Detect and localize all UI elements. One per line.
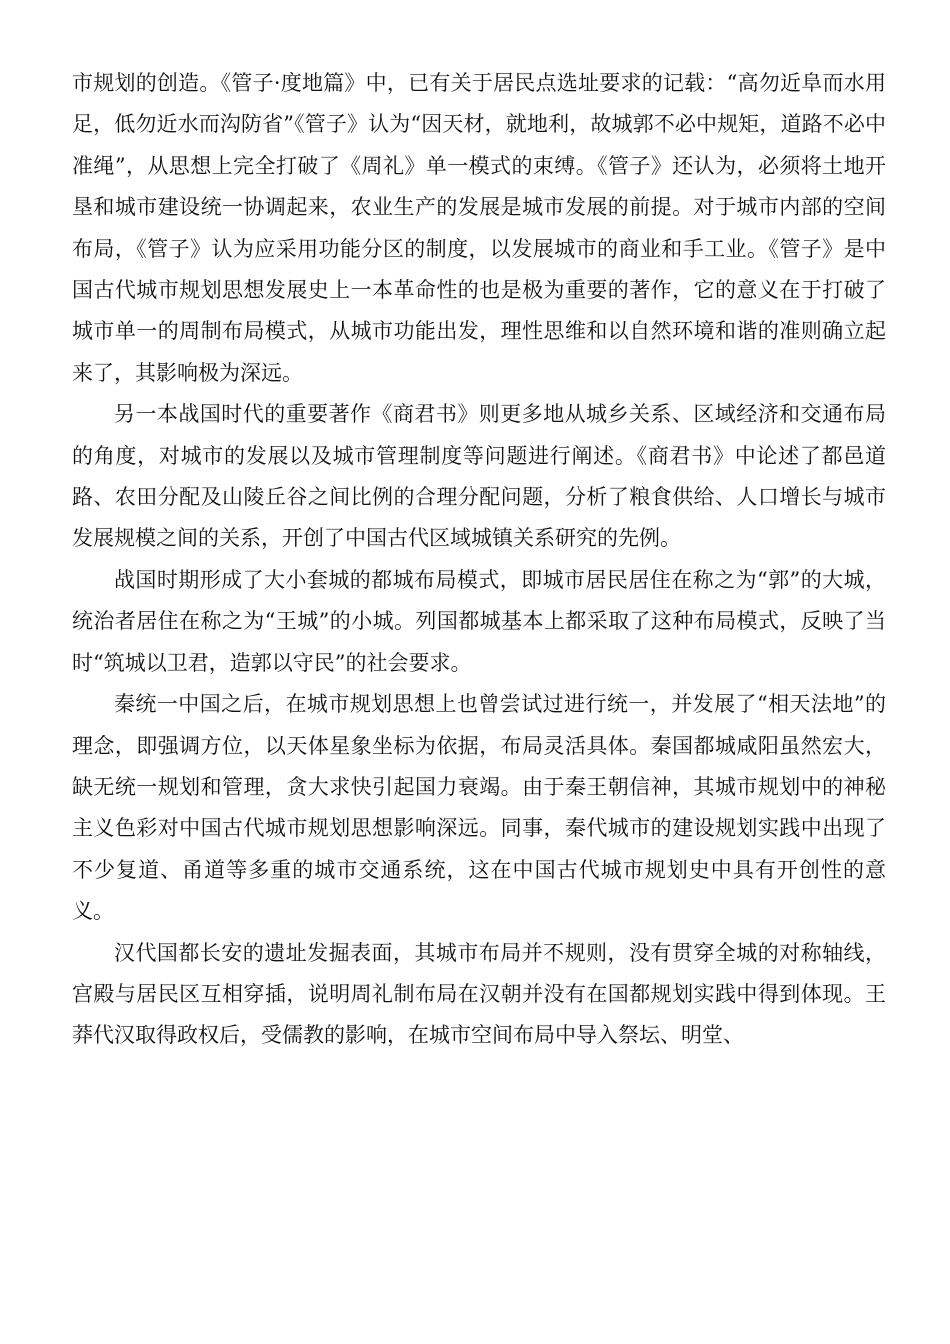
paragraph-guanzi-continuation: 市规划的创造。《管子·度地篇》中，已有关于居民点选址要求的记载：“高勿近阜而水用足，低勿近水而沟防省”《管子》认为“因天材，就地利，故城郭不必中规矩，道路不必中准绳”，从思想上完全打破了《周礼》单一模式的束缚。《管子》还认为，必须将土地开垦和城市建设统一协调起来，农业生产的发展是城市发展的前提。对于城市内部的空间布局，《管子》认为应采用功能分区的制度，以发展城市的商业和手工业。《管子》是中国古代城市规划思想发展史上一本革命性的也是极为重要的著作，它的意义在于打破了城市单一的周制布局模式，从城市功能出发，理性思维和以自然环境和谐的准则确立起来了，其影响极为深远。 xyxy=(72,71,886,385)
paragraph-han-changan: 汉代国都长安的遗址发掘表面，其城市布局并不规则，没有贯穿全城的对称轴线，宫殿与居民区互相穿插，说明周礼制布局在汉朝并没有在国都规划实践中得到体现。王莽代汉取得政权后，受儒教的影响，在城市空间布局中导入祭坛、明堂、 xyxy=(72,940,886,1048)
paragraph-shangjunshu: 另一本战国时代的重要著作《商君书》则更多地从城乡关系、区域经济和交通布局的角度，对城市的发展以及城市管理制度等问题进行阐述。《商君书》中论述了都邑道路、农田分配及山陵丘谷之间比例的合理分配问题，分析了粮食供给、人口增长与城市发展规模之间的关系，开创了中国古代区域城镇关系研究的先例。 xyxy=(72,402,886,551)
paragraph-warring-states-capital: 战国时期形成了大小套城的都城布局模式，即城市居民居住在称之为“郭”的大城，统治者居住在称之为“王城”的小城。列国都城基本上都采取了这种布局模式，反映了当时“筑城以卫君，造郭以守民”的社会要求。 xyxy=(72,567,886,675)
paragraph-qin-dynasty: 秦统一中国之后，在城市规划思想上也曾尝试过进行统一，并发展了“相天法地”的理念，即强调方位，以天体星象坐标为依据，布局灵活具体。秦国都城咸阳虽然宏大，缺无统一规划和管理，贪大求快引起国力衰竭。由于秦王朝信神，其城市规划中的神秘主义色彩对中国古代城市规划思想影响深远。同事，秦代城市的建设规划实践中出现了不少复道、甬道等多重的城市交通系统，这在中国古代城市规划史中具有开创性的意义。 xyxy=(72,692,886,924)
document-body xyxy=(72,63,886,1057)
